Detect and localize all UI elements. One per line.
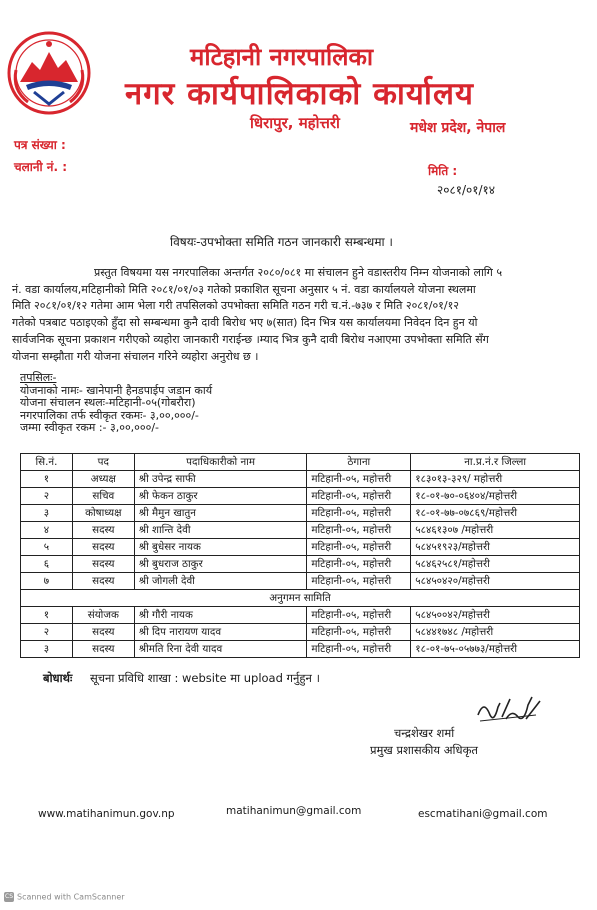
cell-name: श्रीमति रिना देवी यादव: [134, 641, 307, 658]
project-name: योजनाको नामः- खानेपानी हैनडपाईप जडान कार्य: [20, 383, 213, 397]
province-label: मधेश प्रदेश, नेपाल: [410, 120, 506, 136]
cell-sn: ४: [21, 522, 73, 539]
col-header-citizenship: ना.प्र.नं.र जिल्ला: [411, 454, 580, 471]
cell-post: कोषाध्यक्ष: [72, 505, 134, 522]
miti-label: मिति :: [428, 164, 458, 178]
cell-post: सदस्य: [72, 641, 134, 658]
cell-citizenship: १८-०१-७५-०५७७३/महोत्तरी: [411, 641, 580, 658]
signature-scribble: [476, 693, 542, 725]
col-header-address: ठेगाना: [307, 454, 411, 471]
miti-value: २०८१/०१/१४: [437, 183, 496, 197]
body-paragraph: [12, 265, 590, 365]
table-row: [21, 522, 580, 539]
cell-name: श्री फेकन ठाकुर: [134, 488, 307, 505]
cell-sn: ३: [21, 641, 73, 658]
cell-sn: १: [21, 607, 73, 624]
total-amount: जम्मा स्वीकृत रकम :- ३,००,०००/-: [20, 421, 160, 435]
committee-table: [20, 453, 580, 658]
office-location: धिरापुर, महोत्तरी: [250, 114, 340, 132]
col-header-name: पदाधिकारीको नाम: [134, 454, 307, 471]
camscanner-icon: CS: [5, 893, 13, 900]
table-row: [21, 573, 580, 590]
cell-citizenship: ५८४५००४२/महोत्तरी: [411, 607, 580, 624]
cell-address: मटिहानी-०५, महोत्तरी: [307, 556, 411, 573]
cell-post: सदस्य: [72, 522, 134, 539]
cell-citizenship: १८-०१-७०-०६४०४/महोत्तरी: [411, 488, 580, 505]
table-row: [21, 488, 580, 505]
monitoring-committee-title: अनुगमन सामिति: [21, 590, 580, 607]
cell-post: सदस्य: [72, 556, 134, 573]
body-line: सार्वजनिक सूचना प्रकाशन गरीएको व्यहोरा जानकारी गराईन्छ ।म्याद भित्र कुनै दावी बिरोध नआएमा उपभोक्ता समिति सँग: [12, 332, 489, 346]
cell-sn: २: [21, 488, 73, 505]
municipality-name: मटिहानी नगरपालिका: [190, 43, 374, 71]
cell-citizenship: ५८४५०४२०/महोत्तरी: [411, 573, 580, 590]
officer-name: चन्द्रशेखर शर्मा: [394, 726, 455, 740]
project-details: [20, 372, 212, 435]
cell-name: श्री उपेन्द्र साफी: [134, 471, 307, 488]
footer-email-esc: escmatihani@gmail.com: [418, 808, 548, 820]
project-site: योजना संचालन स्थलः-मटिहानी-०५(गोबरौरा): [20, 396, 196, 410]
camscanner-text: Scanned with CamScanner: [17, 892, 125, 902]
cell-address: मटिहानी-०५, महोत्तरी: [307, 641, 411, 658]
cell-citizenship: १८-०१-७७-०७८६९/महोत्तरी: [411, 505, 580, 522]
cell-sn: ३: [21, 505, 73, 522]
officer-designation: प्रमुख प्रशासकीय अधिकृत: [370, 743, 478, 757]
cell-address: मटिहानी-०५, महोत्तरी: [307, 505, 411, 522]
table-row: [21, 556, 580, 573]
table-row: [21, 471, 580, 488]
cell-citizenship: ५८४६२५८१/महोत्तरी: [411, 556, 580, 573]
cell-citizenship: १८३०१३-३२९/ महोत्तरी: [411, 471, 580, 488]
cell-name: श्री मैमुन खातुन: [134, 505, 307, 522]
table-row: [21, 539, 580, 556]
footer-email-municipality: matihanimun@gmail.com: [226, 805, 362, 817]
office-title: नगर कार्यपालिकाको कार्यालय: [125, 76, 474, 112]
cell-address: मटिहानी-०५, महोत्तरी: [307, 522, 411, 539]
cell-citizenship: ५८४५१९२३/महोत्तरी: [411, 539, 580, 556]
cell-post: अध्यक्ष: [72, 471, 134, 488]
cell-sn: १: [21, 471, 73, 488]
nepal-emblem-icon: [6, 30, 92, 116]
bodhartha-note: [43, 671, 320, 686]
cell-sn: ६: [21, 556, 73, 573]
municipal-amount: नगरपालिका तर्फ स्वीकृत रकमः- ३,००,०००/-: [20, 408, 199, 422]
cell-address: मटिहानी-०५, महोत्तरी: [307, 607, 411, 624]
cell-post: सदस्य: [72, 624, 134, 641]
cell-address: मटिहानी-०५, महोत्तरी: [307, 539, 411, 556]
body-line: योजना सम्झौता गरी योजना संचालन गरिने व्यहोरा अनुरोध छ ।: [12, 349, 259, 363]
monitoring-committee-heading-row: [21, 590, 580, 607]
table-row: [21, 505, 580, 522]
bodhartha-text: सूचना प्रविधि शाखा : website मा upload गर्नुहुन ।: [89, 671, 320, 685]
camscanner-watermark: [4, 892, 125, 902]
details-heading: तपसिलः-: [20, 371, 57, 384]
table-row: [21, 641, 580, 658]
body-line: मिति २०८१/०१/१२ गतेमा आम भेला गरी तपसिलको उपभोक्ता समिति गठन गरी च.नं.-७३७ र मिति २०८१/०१/१२: [12, 299, 460, 313]
bodhartha-label: बोधार्थः: [43, 671, 73, 685]
cell-post: सचिव: [72, 488, 134, 505]
cell-citizenship: ५८४६१३०७ /महोत्तरी: [411, 522, 580, 539]
body-line: प्रस्तुत विषयमा यस नगरपालिका अन्तर्गत २०८०/०८१ मा संचालन हुने वडास्तरीय निम्न योजनाको लागि ५: [94, 266, 503, 279]
cell-name: श्री गौरी नायक: [134, 607, 307, 624]
cell-name: श्री दिप नारायण यादव: [134, 624, 307, 641]
cell-sn: ५: [21, 539, 73, 556]
chalani-label: चलानी नं. :: [14, 160, 68, 174]
table-row: [21, 607, 580, 624]
table-row: [21, 624, 580, 641]
body-line: नं. वडा कार्यालय,मटिहानीको मिति २०८१/०१/०३ गतेको प्रकाशित सूचना अनुसार ५ नं. वडा कार्यालयले योजना स्थलमा: [12, 282, 476, 296]
cell-sn: ७: [21, 573, 73, 590]
subject-line: विषयः-उपभोक्ता समिति गठन जानकारी सम्बन्धमा ।: [170, 235, 393, 249]
table-header-row: [21, 454, 580, 471]
col-header-sn: सि.नं.: [21, 454, 73, 471]
cell-address: मटिहानी-०५, महोत्तरी: [307, 471, 411, 488]
body-line: गतेको पत्रबाट पठाइएको हुँदा सो सम्बन्धमा कुनै दावी बिरोध भए ७(सात) दिन भित्र यस कार्यालयमा निवेदन दिन हुन यो: [12, 316, 478, 330]
cell-name: श्री बुधराज ठाकुर: [134, 556, 307, 573]
cell-post: सदस्य: [72, 573, 134, 590]
cell-name: श्री बुधेसर नायक: [134, 539, 307, 556]
cell-sn: २: [21, 624, 73, 641]
cell-name: श्री जोगली देवी: [134, 573, 307, 590]
cell-address: मटिहानी-०५, महोत्तरी: [307, 624, 411, 641]
col-header-post: पद: [72, 454, 134, 471]
cell-post: सदस्य: [72, 539, 134, 556]
cell-address: मटिहानी-०५, महोत्तरी: [307, 573, 411, 590]
cell-citizenship: ५८४४१७४८ /महोत्तरी: [411, 624, 580, 641]
cell-post: संयोजक: [72, 607, 134, 624]
patra-sankhya-label: पत्र संख्या :: [14, 138, 66, 152]
cell-address: मटिहानी-०५, महोत्तरी: [307, 488, 411, 505]
cell-name: श्री शान्ति देवी: [134, 522, 307, 539]
footer-website: www.matihanimun.gov.np: [38, 808, 175, 820]
